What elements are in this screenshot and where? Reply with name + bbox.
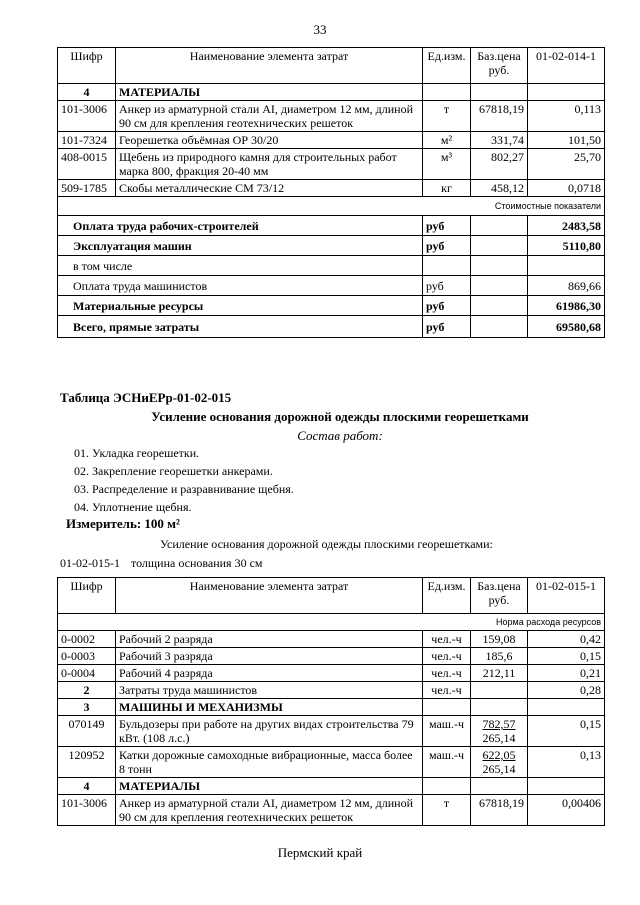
row-code: 408-0015 xyxy=(58,149,116,180)
row-code: 0-0003 xyxy=(58,648,116,665)
cost-name: Эксплуатация машин xyxy=(58,236,423,256)
row-unit: чел.-ч xyxy=(423,648,471,665)
row-code: 120952 xyxy=(58,747,116,778)
cost-unit: руб xyxy=(423,236,471,256)
row-unit: кг xyxy=(423,180,471,197)
row-unit: чел.-ч xyxy=(423,665,471,682)
header-code: Шифр xyxy=(58,578,116,614)
row-value: 101,50 xyxy=(528,132,605,149)
row-unit: чел.-ч xyxy=(423,682,471,699)
row-name: Анкер из арматурной стали AI, диаметром 12 мм, длиной 90 см для крепления геотехнических решеток xyxy=(116,101,423,132)
row-unit: маш.-ч xyxy=(423,716,471,747)
cost-unit: руб xyxy=(423,296,471,316)
section-number: 4 xyxy=(58,84,116,101)
cost-value: 2483,58 xyxy=(528,216,605,236)
row-value: 0,15 xyxy=(528,716,605,747)
work-item: 04. Уплотнение щебня. xyxy=(74,500,192,514)
cost-name: в том числе xyxy=(58,256,423,276)
table-row xyxy=(58,795,605,826)
price-bottom: 265,14 xyxy=(482,762,516,776)
row-unit: т xyxy=(423,101,471,132)
cost-name: Оплата труда рабочих-строителей xyxy=(58,216,423,236)
cost-row xyxy=(58,216,605,236)
header-norm: 01-02-014-1 xyxy=(528,48,605,84)
composition-heading: Состав работ: xyxy=(297,428,383,443)
page-footer: Пермский край xyxy=(277,845,363,860)
row-code: 509-1785 xyxy=(58,180,116,197)
table-title: Таблица ЭСНиЕРр-01-02-015 xyxy=(60,390,232,405)
row-name: Анкер из арматурной стали AI, диаметром 12 мм, длиной 90 см для крепления геотехнических решеток xyxy=(116,795,423,826)
row-name: Георешетка объёмная ОР 30/20 xyxy=(116,132,423,149)
table-2 xyxy=(57,577,605,826)
work-item: 03. Распределение и разравнивание щебня. xyxy=(74,482,294,496)
cost-row xyxy=(58,296,605,316)
row-price: 185,6 xyxy=(471,648,528,665)
row-name: Рабочий 4 разряда xyxy=(116,665,423,682)
header-price: Баз.цена руб. xyxy=(471,578,528,614)
row-value: 0,13 xyxy=(528,747,605,778)
table-row xyxy=(58,132,605,149)
table-row xyxy=(58,149,605,180)
cost-value: 61986,30 xyxy=(528,296,605,316)
norm-code-line xyxy=(60,556,263,571)
row-value: 0,113 xyxy=(528,101,605,132)
header-norm: 01-02-015-1 xyxy=(528,578,605,614)
row-name: Затраты труда машинистов xyxy=(116,682,423,699)
table-row xyxy=(58,648,605,665)
page-number: 33 xyxy=(313,22,327,37)
cost-value: 869,66 xyxy=(528,276,605,296)
row-name: Щебень из природного камня для строительных работ марка 800, фракция 20-40 мм xyxy=(116,149,423,180)
row-unit: м² xyxy=(423,132,471,149)
cost-value: 69580,68 xyxy=(528,316,605,338)
row-unit: чел.-ч xyxy=(423,631,471,648)
cost-name: Материальные ресурсы xyxy=(58,296,423,316)
row-code: 101-3006 xyxy=(58,795,116,826)
row-price xyxy=(471,747,528,778)
row-code: 101-3006 xyxy=(58,101,116,132)
table-row xyxy=(58,682,605,699)
cost-row xyxy=(58,276,605,296)
row-price: 212,11 xyxy=(471,665,528,682)
header-unit: Ед.изм. xyxy=(423,578,471,614)
row-code: 2 xyxy=(58,682,116,699)
cost-row xyxy=(58,256,605,276)
norm-text: толщина основания 30 см xyxy=(131,556,263,570)
row-unit: т xyxy=(423,795,471,826)
row-value: 0,00406 xyxy=(528,795,605,826)
cost-unit: руб xyxy=(423,216,471,236)
row-code: 101-7324 xyxy=(58,132,116,149)
cost-row xyxy=(58,236,605,256)
row-name: Бульдозеры при работе на других видах строительства 79 кВт. (108 л.с.) xyxy=(116,716,423,747)
header-name: Наименование элемента затрат xyxy=(116,578,423,614)
price-bottom: 265,14 xyxy=(482,731,516,745)
cost-header: Стоимостные показатели xyxy=(58,197,605,216)
work-item: 02. Закрепление георешетки анкерами. xyxy=(74,464,273,478)
row-price: 67818,19 xyxy=(471,795,528,826)
row-name: Катки дорожные самоходные вибрационные, масса более 8 тонн xyxy=(116,747,423,778)
row-name: Рабочий 3 разряда xyxy=(116,648,423,665)
cost-unit: руб xyxy=(423,316,471,338)
row-unit: маш.-ч xyxy=(423,747,471,778)
row-value: 0,42 xyxy=(528,631,605,648)
table-row xyxy=(58,665,605,682)
table-row xyxy=(58,631,605,648)
row-unit: м³ xyxy=(423,149,471,180)
row-price: 331,74 xyxy=(471,132,528,149)
row-name: Рабочий 2 разряда xyxy=(116,631,423,648)
header-unit: Ед.изм. xyxy=(423,48,471,84)
header-price: Баз.цена руб. xyxy=(471,48,528,84)
row-value: 0,15 xyxy=(528,648,605,665)
row-price: 802,27 xyxy=(471,149,528,180)
table-subtitle: Усиление основания дорожной одежды плоскими георешетками xyxy=(151,409,529,424)
row-code: 0-0004 xyxy=(58,665,116,682)
work-item: 01. Укладка георешетки. xyxy=(74,446,200,460)
table-row xyxy=(58,747,605,778)
norm-header: Норма расхода ресурсов xyxy=(58,614,605,631)
cost-row xyxy=(58,316,605,338)
table-row xyxy=(58,101,605,132)
section-title: МАТЕРИАЛЫ xyxy=(116,84,423,101)
row-name: Скобы металлические СМ 73/12 xyxy=(116,180,423,197)
cost-unit: руб xyxy=(423,276,471,296)
row-code: 070149 xyxy=(58,716,116,747)
table-row xyxy=(58,180,605,197)
table-1 xyxy=(57,47,605,338)
section-number: 4 xyxy=(58,778,116,795)
row-price: 67818,19 xyxy=(471,101,528,132)
norm-code: 01-02-015-1 xyxy=(60,556,120,570)
cost-value: 5110,80 xyxy=(528,236,605,256)
cost-name: Всего, прямые затраты xyxy=(58,316,423,338)
row-value: 25,70 xyxy=(528,149,605,180)
section-title: МАТЕРИАЛЫ xyxy=(116,778,423,795)
price-top: 622,05 xyxy=(482,748,516,762)
cost-name: Оплата труда машинистов xyxy=(58,276,423,296)
row-code: 0-0002 xyxy=(58,631,116,648)
header-name: Наименование элемента затрат xyxy=(116,48,423,84)
measure-unit: Измеритель: 100 м² xyxy=(66,516,180,531)
section-title: МАШИНЫ И МЕХАНИЗМЫ xyxy=(116,699,423,716)
header-code: Шифр xyxy=(58,48,116,84)
row-price xyxy=(471,716,528,747)
row-value: 0,28 xyxy=(528,682,605,699)
row-price: 159,08 xyxy=(471,631,528,648)
price-top: 782,57 xyxy=(482,717,516,731)
section-number: 3 xyxy=(58,699,116,716)
table-row xyxy=(58,716,605,747)
row-value: 0,21 xyxy=(528,665,605,682)
row-value: 0,0718 xyxy=(528,180,605,197)
measure-description: Усиление основания дорожной одежды плоскими георешетками: xyxy=(160,537,493,551)
row-price: 458,12 xyxy=(471,180,528,197)
